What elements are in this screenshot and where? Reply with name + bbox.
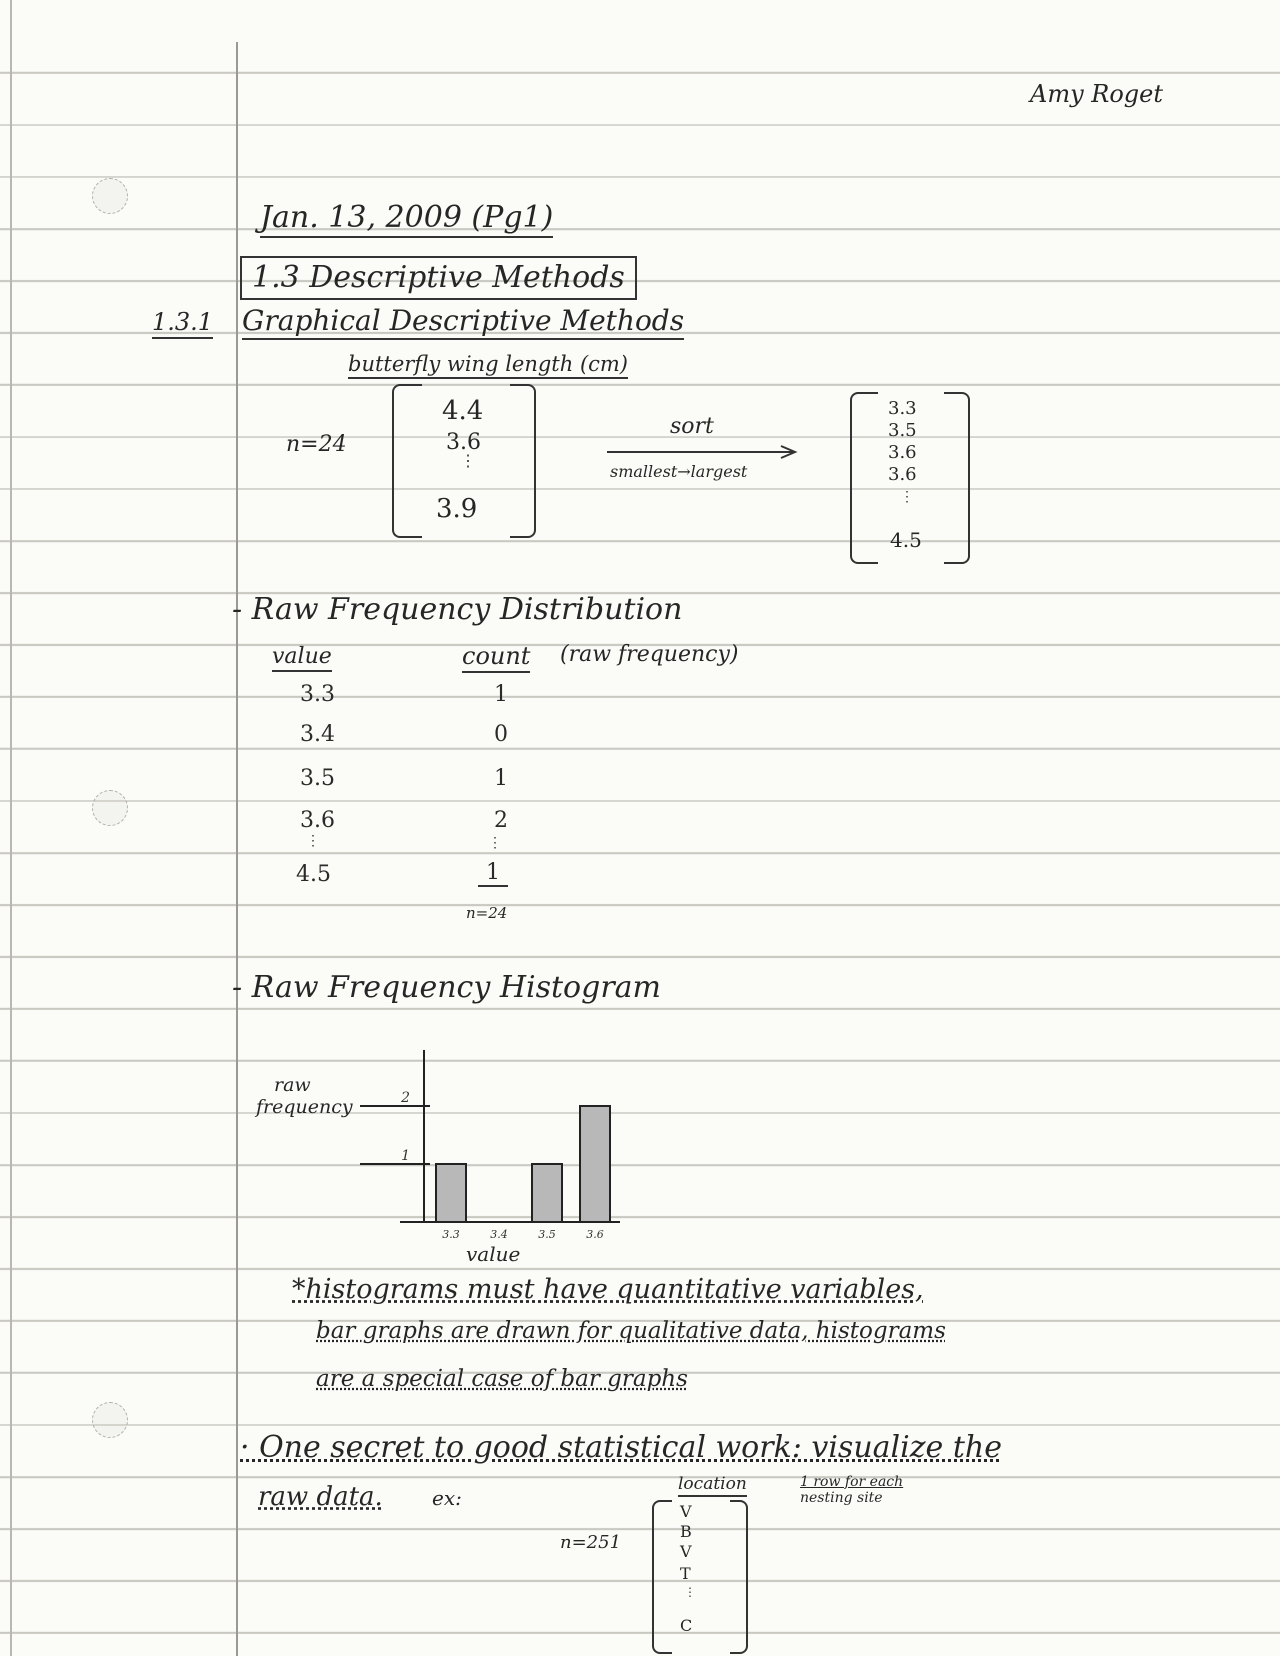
column-header-note: (raw frequency) <box>560 642 739 667</box>
location-value: C <box>680 1616 693 1635</box>
location-label: location <box>678 1474 747 1497</box>
distribution-value: 3.5 <box>300 766 335 791</box>
y-tick-labels <box>360 1090 430 1164</box>
raw-value: 4.4 <box>442 396 484 426</box>
data-caption: butterfly wing length (cm) <box>348 352 628 379</box>
column-header-value: value <box>272 644 332 672</box>
left-bracket <box>392 384 422 538</box>
author-name: Amy Roget <box>1030 80 1164 108</box>
location-value: V <box>680 1502 692 1521</box>
location-value: T <box>680 1564 691 1583</box>
note-line: *histograms must have quantitative variables, <box>292 1274 924 1305</box>
histogram-chart <box>250 1040 670 1270</box>
y-tick-label: 2 <box>401 1090 410 1106</box>
ellipsis: ⋮ <box>306 833 320 849</box>
ellipsis: ⋮ <box>684 1585 696 1599</box>
distribution-value: 3.3 <box>300 682 335 707</box>
sample-size-label: n=24 <box>286 432 347 457</box>
sort-arrow-icon <box>605 444 805 460</box>
right-bracket <box>730 1500 748 1654</box>
margin-line <box>236 42 238 1656</box>
sample-size-label: n=251 <box>560 1532 622 1553</box>
sorted-value: 3.3 <box>888 398 917 419</box>
x-tick-label: 3.4 <box>490 1228 508 1241</box>
histogram-bar <box>436 1164 466 1222</box>
subsection-title: Graphical Descriptive Methods <box>242 304 684 340</box>
x-tick-label: 3.5 <box>538 1228 556 1241</box>
x-tick-labels <box>442 1228 604 1241</box>
x-tick-label: 3.3 <box>442 1228 460 1241</box>
section-title: 1.3 Descriptive Methods <box>240 256 637 300</box>
distribution-value: 4.5 <box>296 862 331 887</box>
distribution-count: 2 <box>494 808 508 833</box>
note-line: are a special case of bar graphs <box>316 1366 688 1392</box>
frequency-distribution-heading: - Raw Frequency Distribution <box>232 592 683 627</box>
sort-label: sort <box>670 414 714 439</box>
row-note: 1 row for each <box>800 1474 904 1490</box>
left-bracket <box>652 1500 672 1654</box>
sort-direction-label: smallest→largest <box>610 462 748 481</box>
date-line: Jan. 13, 2009 (Pg1) <box>260 200 553 238</box>
distribution-count: 1 <box>478 860 508 887</box>
distribution-total: n=24 <box>466 904 508 922</box>
row-note: nesting site <box>800 1490 883 1506</box>
raw-value: 3.9 <box>436 494 478 524</box>
ellipsis: ⋮ <box>900 489 914 505</box>
sorted-value: 3.6 <box>888 442 917 463</box>
note-line: bar graphs are drawn for qualitative data, histograms <box>316 1318 946 1344</box>
right-bracket <box>944 392 970 564</box>
histogram-ylabel-line1: raw <box>274 1074 311 1096</box>
tip-line: raw data. <box>258 1482 383 1512</box>
subsection-number: 1.3.1 <box>152 308 213 339</box>
right-bracket <box>510 384 536 538</box>
column-header-count: count <box>462 642 530 673</box>
ellipsis: ⋮ <box>460 451 476 470</box>
distribution-count: 1 <box>494 766 508 791</box>
sorted-value: 4.5 <box>890 528 922 552</box>
ellipsis: ⋮ <box>488 835 502 851</box>
distribution-value: 3.4 <box>300 722 335 747</box>
tip-line: · One secret to good statistical work: visualize the <box>240 1430 1002 1465</box>
example-label: ex: <box>432 1486 462 1510</box>
punch-hole <box>92 178 128 214</box>
y-tick-label: 1 <box>401 1148 410 1164</box>
punch-hole <box>92 1402 128 1438</box>
histogram-bar <box>532 1164 562 1222</box>
histogram-xlabel: value <box>466 1242 521 1266</box>
histogram-ylabel-line2: frequency <box>256 1096 353 1118</box>
distribution-count: 0 <box>494 722 508 747</box>
sorted-value: 3.5 <box>888 420 917 441</box>
sorted-value: 3.6 <box>888 464 917 485</box>
distribution-count: 1 <box>494 682 508 707</box>
histogram-bar <box>580 1106 610 1222</box>
location-value: V <box>680 1542 692 1561</box>
page-edge <box>10 0 12 1656</box>
histogram-bars <box>436 1106 610 1222</box>
x-tick-label: 3.6 <box>586 1228 604 1241</box>
location-value: B <box>680 1522 692 1541</box>
histogram-heading: - Raw Frequency Histogram <box>232 970 661 1005</box>
punch-hole <box>92 790 128 826</box>
distribution-value: 3.6 <box>300 808 335 833</box>
raw-value: 3.6 <box>446 430 481 455</box>
left-bracket <box>850 392 878 564</box>
